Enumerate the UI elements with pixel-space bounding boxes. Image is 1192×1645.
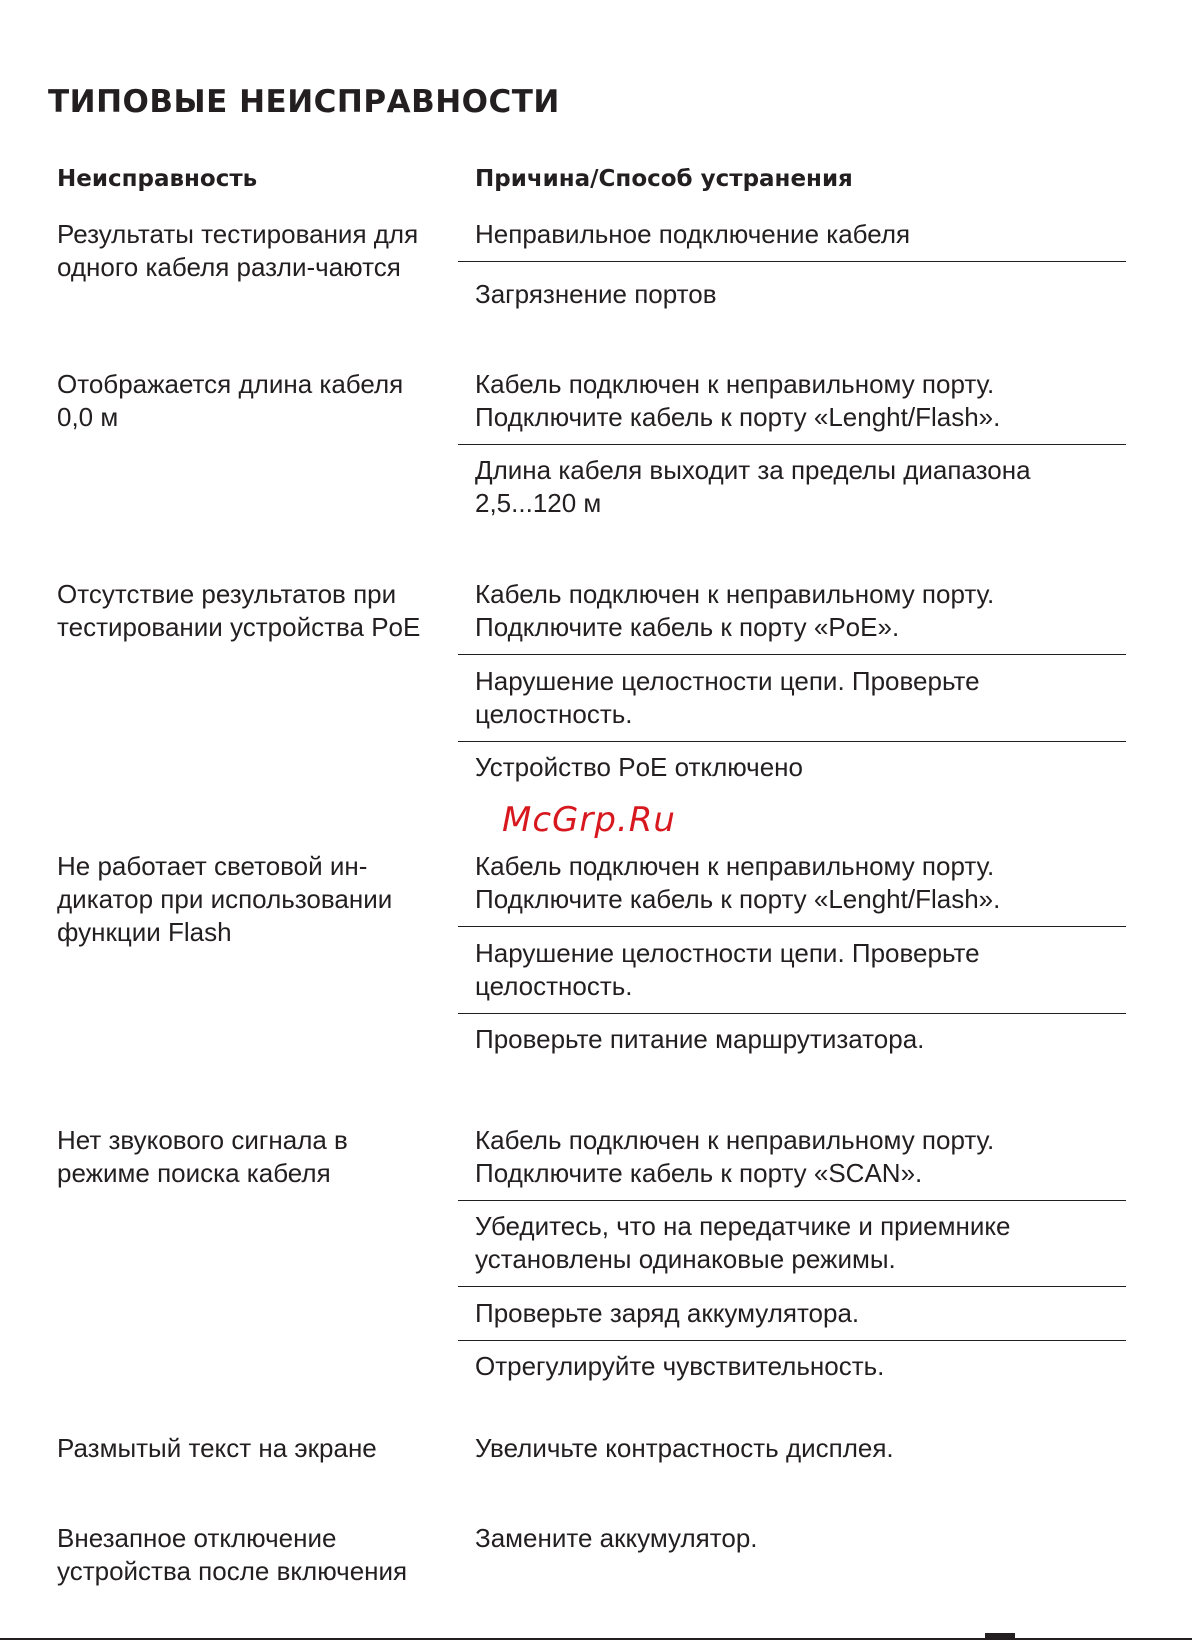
cause-item: Убедитесь, что на передатчике и приемнике установлены одинаковые режимы.	[458, 1210, 1126, 1287]
fault-item: Нет звукового сигнала в режиме поиска кабеля	[57, 1125, 348, 1188]
cause-item: Нарушение целостности цепи. Проверьте целостность.	[458, 665, 1126, 742]
cause-item: Проверьте питание маршрутизатора.	[475, 1024, 925, 1054]
cause-item: Кабель подключен к неправильному порту. Подключите кабель к порту «PoE».	[458, 578, 1126, 655]
fault-item: Внезапное отключение устройства после включения	[57, 1523, 408, 1586]
watermark: McGrp.Ru	[502, 800, 676, 840]
cause-item: Длина кабеля выходит за пределы диапазона 2,5...120 м	[475, 455, 1031, 518]
cause-item: Отрегулируйте чувствительность.	[475, 1351, 885, 1381]
cause-item: Кабель подключен к неправильному порту. Подключите кабель к порту «SCAN».	[458, 1124, 1126, 1201]
cause-item: Загрязнение портов	[475, 279, 717, 309]
fault-item: Отображается длина кабеля 0,0 м	[57, 369, 404, 432]
cause-item: Замените аккумулятор.	[475, 1523, 758, 1553]
cause-item: Нарушение целостности цепи. Проверьте целостность.	[458, 937, 1126, 1014]
cause-item: Кабель подключен к неправильному порту. Подключите кабель к порту «Lenght/Flash».	[458, 850, 1126, 927]
page-marker	[985, 1633, 1015, 1640]
cause-item: Устройство PoE отключено	[475, 752, 803, 782]
cause-item: Кабель подключен к неправильному порту. Подключите кабель к порту «Lenght/Flash».	[458, 368, 1126, 445]
fault-item: Не работает световой ин-дикатор при использовании функции Flash	[57, 851, 393, 947]
cause-item: Неправильное подключение кабеля	[458, 218, 1126, 262]
column-header-fault: Неисправность	[57, 166, 258, 192]
fault-item: Отсутствие результатов при тестировании устройства PoE	[57, 579, 421, 642]
fault-item: Размытый текст на экране	[57, 1433, 377, 1463]
cause-item: Проверьте заряд аккумулятора.	[458, 1297, 1126, 1341]
column-header-cause: Причина/Способ устранения	[475, 166, 853, 192]
cause-item: Увеличьте контрастность дисплея.	[475, 1433, 894, 1463]
fault-item: Результаты тестирования для одного кабеля разли-чаются	[57, 219, 419, 282]
page-title: ТИПОВЫЕ НЕИСПРАВНОСТИ	[48, 84, 560, 120]
